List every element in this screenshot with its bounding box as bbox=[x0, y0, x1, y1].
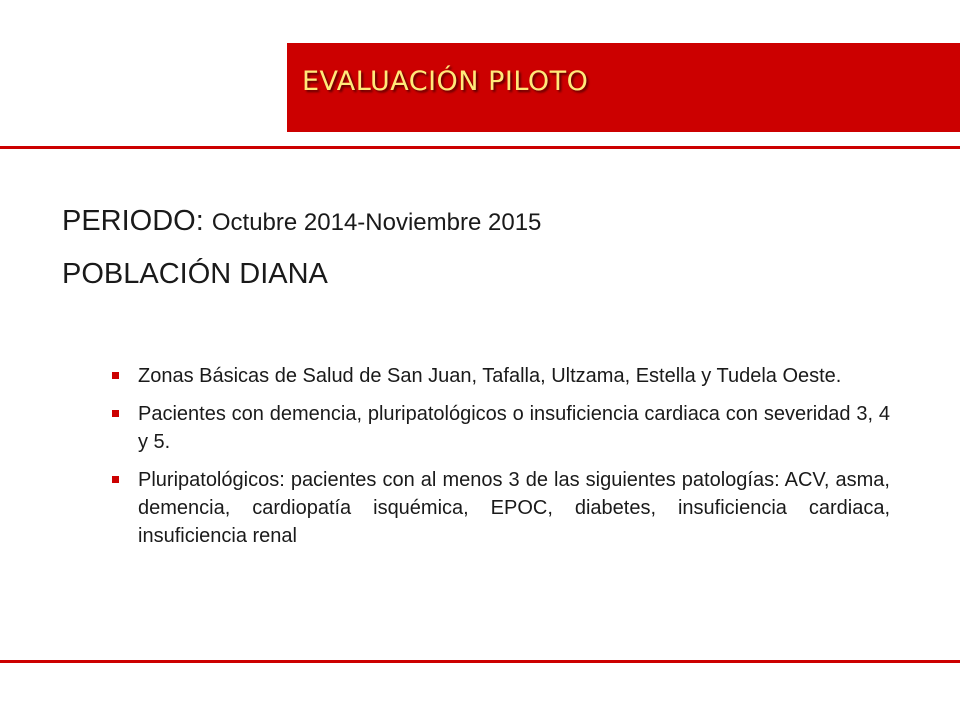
period-heading bbox=[62, 205, 541, 238]
list-item bbox=[112, 400, 890, 456]
period-value: Octubre 2014-Noviembre 2015 bbox=[211, 209, 542, 236]
square-bullet-icon bbox=[112, 372, 119, 379]
square-bullet-icon bbox=[112, 476, 119, 483]
slide-title: EVALUACIÓN PILOTO bbox=[302, 66, 589, 97]
bullet-list bbox=[112, 362, 890, 560]
population-heading: POBLACIÓN DIANA bbox=[62, 258, 328, 290]
bullet-text: Pluripatológicos: pacientes con al menos 3 de las siguientes patologías: ACV, asma, demencia, cardiopatía isquémica, EPOC, diabetes, insuficiencia cardiaca, insuficiencia renal bbox=[138, 469, 890, 547]
bullet-text: Zonas Básicas de Salud de San Juan, Tafalla, Ultzama, Estella y Tudela Oeste. bbox=[138, 365, 842, 387]
bottom-divider bbox=[0, 660, 960, 663]
square-bullet-icon bbox=[112, 410, 119, 417]
list-item bbox=[112, 466, 890, 550]
top-divider bbox=[0, 146, 960, 149]
bullet-text: Pacientes con demencia, pluripatológicos o insuficiencia cardiaca con severidad 3, 4 y 5. bbox=[138, 403, 890, 453]
period-label: PERIODO: bbox=[62, 205, 204, 237]
list-item bbox=[112, 362, 890, 390]
